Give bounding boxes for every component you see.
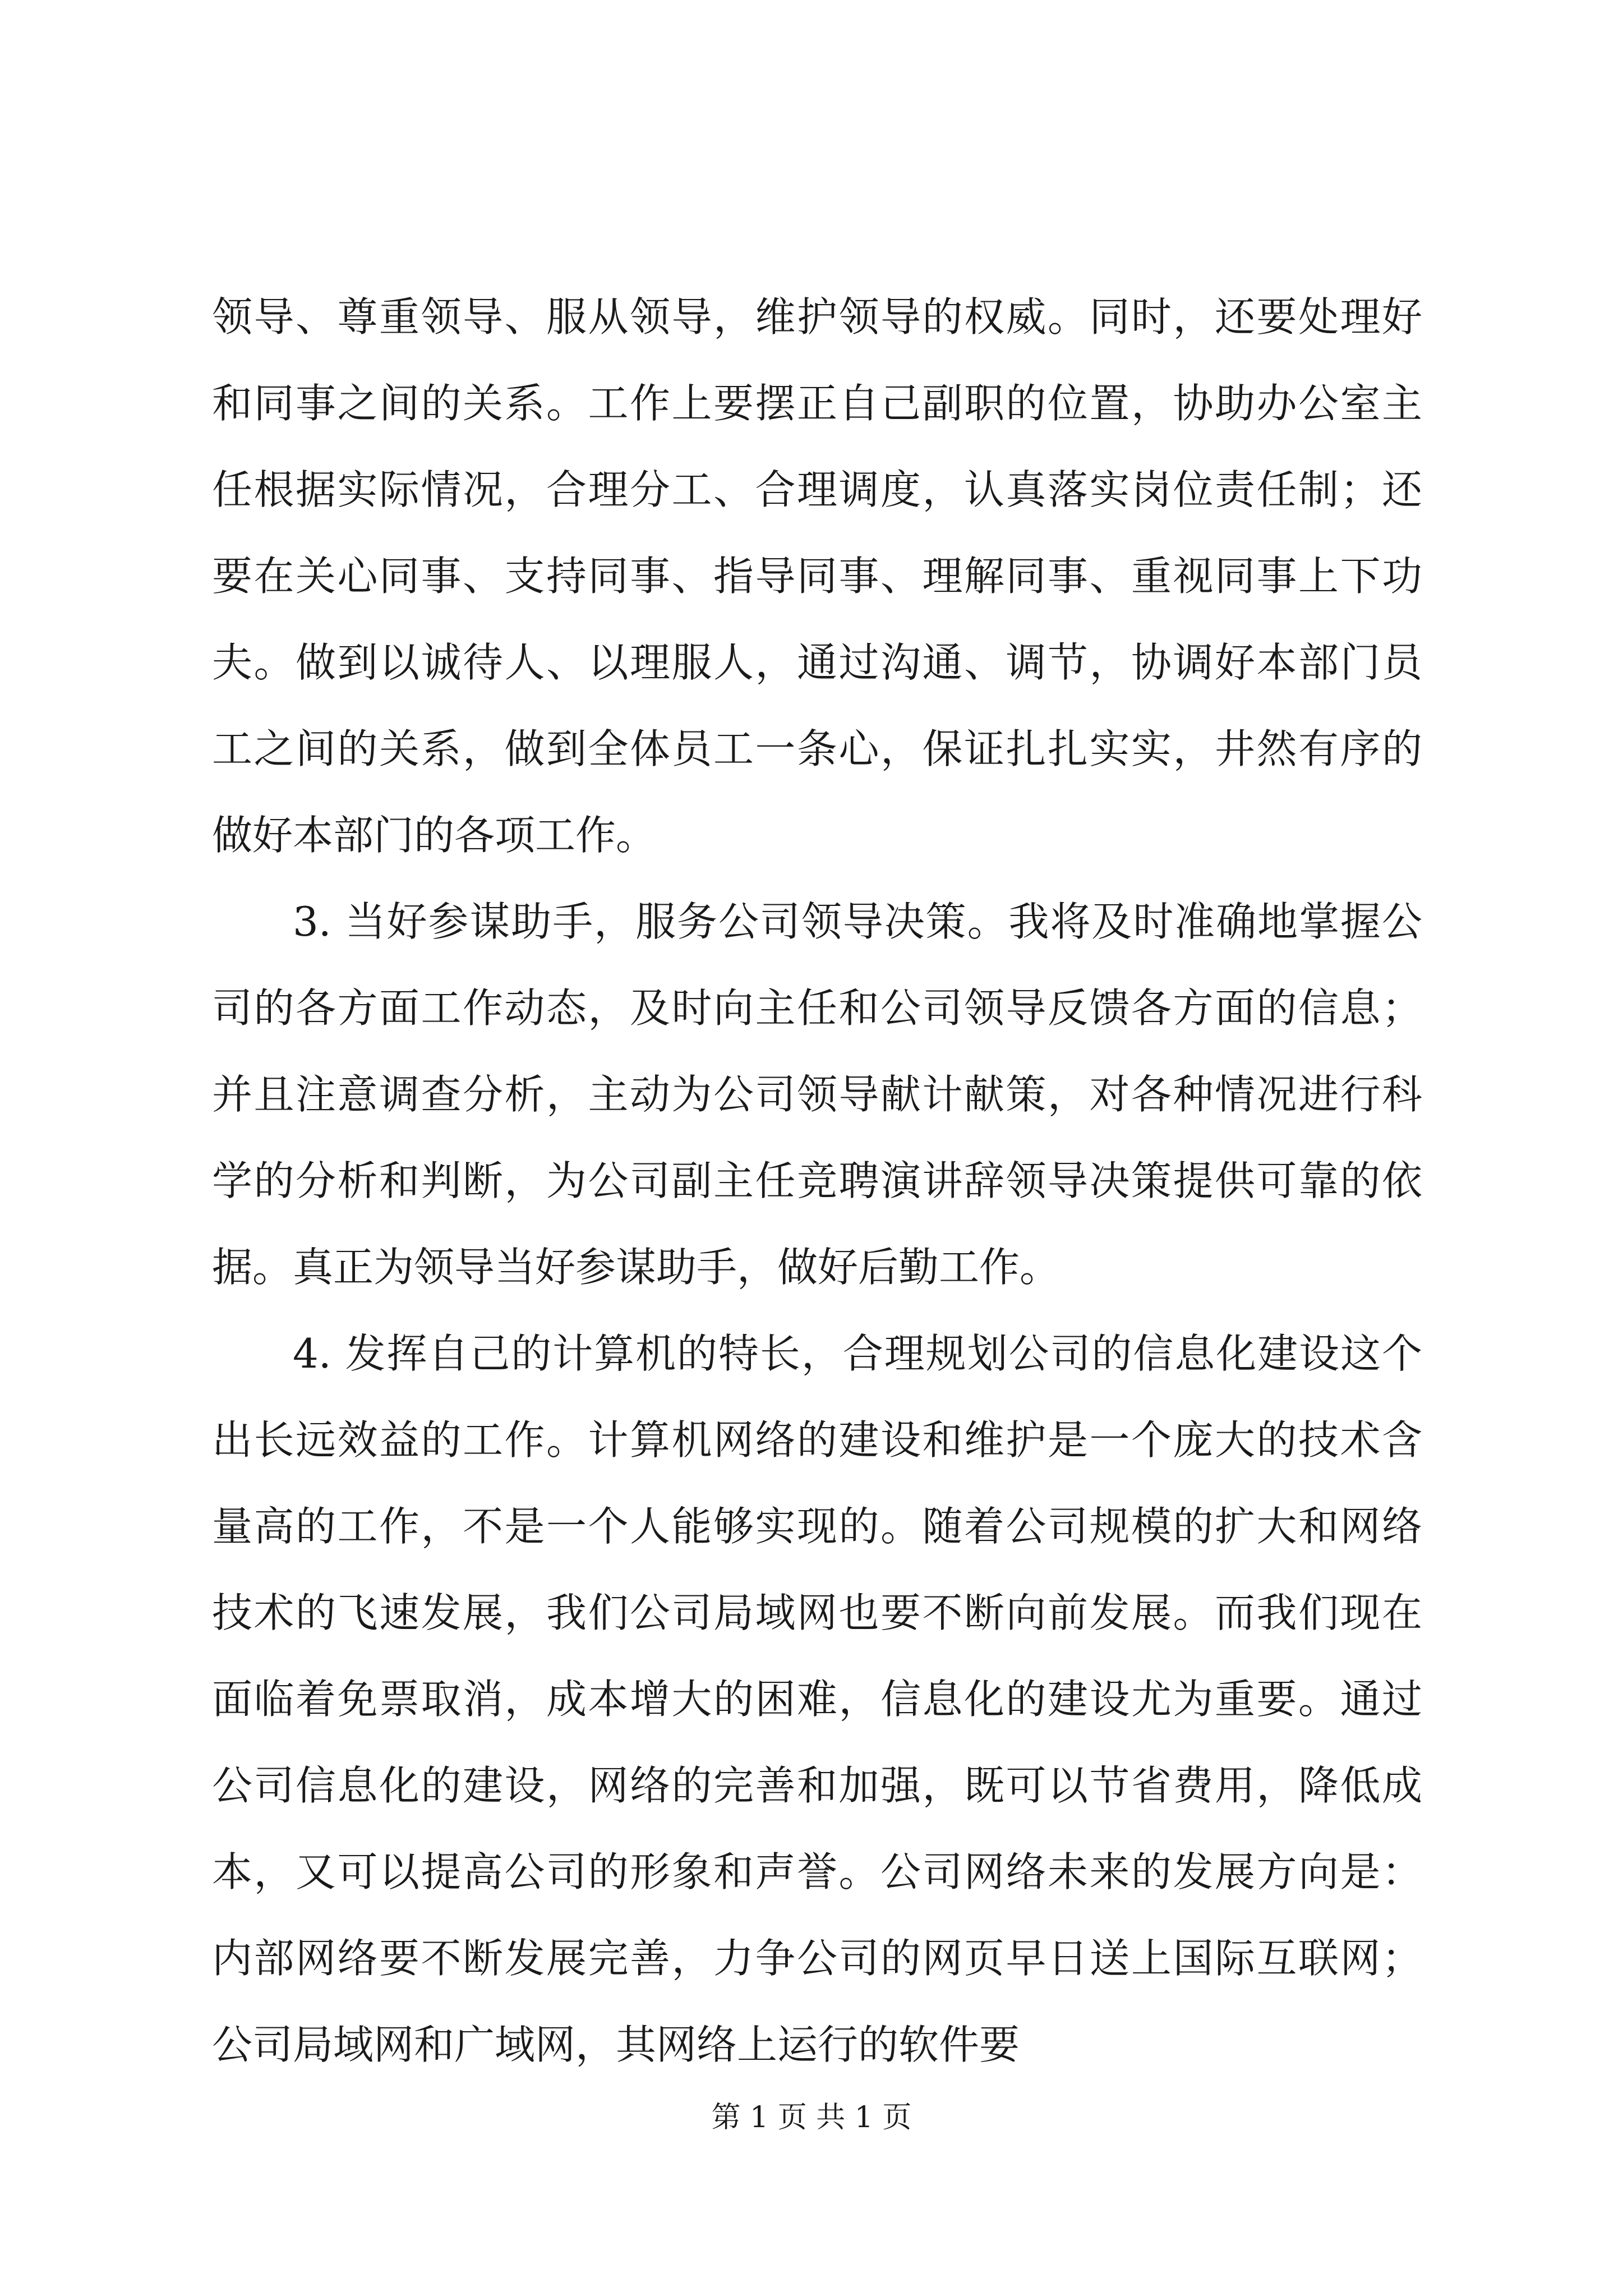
document-body bbox=[212, 274, 1422, 2088]
paragraph-3: 4. 发挥自己的计算机的特长，合理规划公司的信息化建设这个出长远效益的工作。计算机网络的建设和维护是一个庞大的技术含量高的工作，不是一个人能够实现的。随着公司规模的扩大和网络技术的飞速发展，我们公司局域网也要不断向前发展。而我们现在面临着免票取消，成本增大的困难，信息化的建设尤为重要。通过公司信息化的建设，网络的完善和加强，既可以节省费用，降低成本，又可以提高公司的形象和声誉。公司网络未来的发展方向是：内部网络要不断发展完善，力争公司的网页早日送上国际互联网；公司局域网和广域网，其网络上运行的软件要 bbox=[212, 1330, 1422, 2068]
page-footer: 第 1 页 共 1 页 bbox=[711, 2101, 912, 2134]
paragraph-2: 3. 当好参谋助手，服务公司领导决策。我将及时准确地掌握公司的各方面工作动态，及时向主任和公司领导反馈各方面的信息；并且注意调查分析，主动为公司领导献计献策，对各种情况进行科学的分析和判断，为公司副主任竞聘演讲辞领导决策提供可靠的依据。真正为领导当好参谋助手，做好后勤工作。 bbox=[212, 898, 1422, 1291]
paragraph-1: 领导、尊重领导、服从领导，维护领导的权威。同时，还要处理好和同事之间的关系。工作上要摆正自己副职的位置，协助办公室主任根据实际情况，合理分工、合理调度，认真落实岗位责任制；还要在关心同事、支持同事、指导同事、理解同事、重视同事上下功夫。做到以诚待人、以理服人，通过沟通、调节，协调好本部门员工之间的关系，做到全体员工一条心，保证扎扎实实，井然有序的做好本部门的各项工作。 bbox=[212, 293, 1422, 859]
